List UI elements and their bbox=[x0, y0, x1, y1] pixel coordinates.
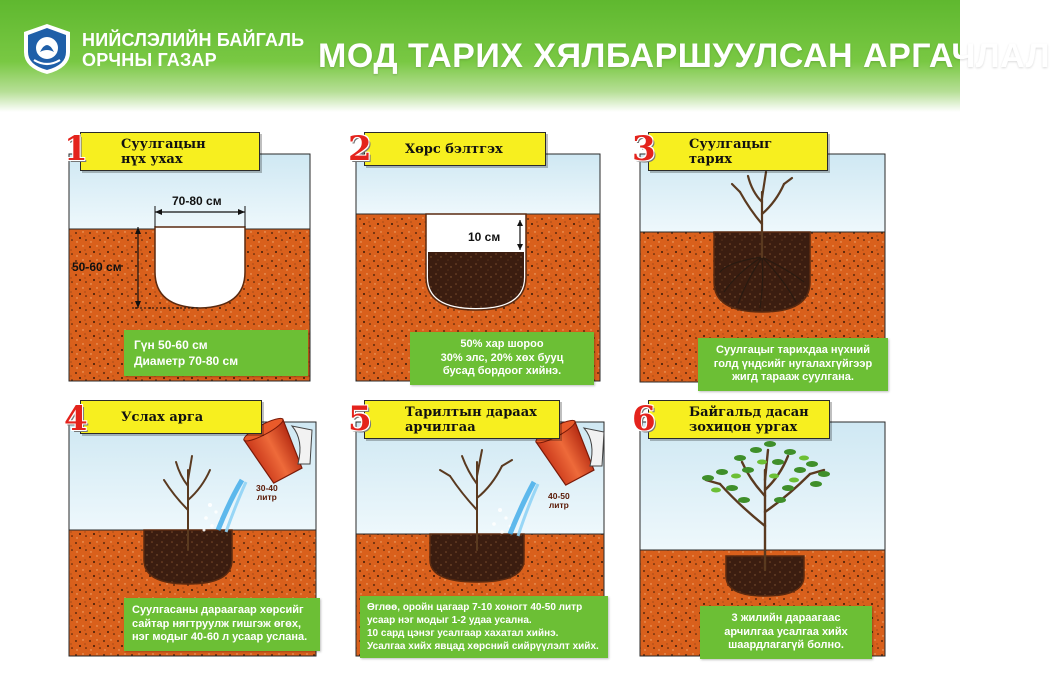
step-6-caption-line-3: шаардлагагүй болно. bbox=[728, 639, 844, 651]
step-2-title-line-1: Хөрс бэлтгэх bbox=[405, 142, 503, 157]
step-6-caption-line-2: арчилгаа усалгаа хийх bbox=[724, 625, 848, 638]
step-4-bucket-label-line-2: литр bbox=[256, 492, 277, 502]
step-1-title bbox=[80, 132, 260, 171]
step-panel-4 bbox=[60, 400, 324, 662]
step-3-caption-line-1: Суулгацыг тарихдаа нүхний bbox=[716, 344, 870, 356]
step-panel-1 bbox=[60, 129, 320, 387]
step-1-caption-line-1: Гүн 50-60 см bbox=[134, 338, 208, 352]
step-5-bucket-label bbox=[548, 492, 570, 510]
step-6-title-line-2: зохицон ургах bbox=[689, 420, 798, 435]
step-5-title bbox=[364, 400, 560, 439]
step-panel-2 bbox=[344, 129, 606, 387]
step-panel-5 bbox=[344, 400, 612, 662]
step-3-caption-line-3: жигд тарааж суулгана. bbox=[732, 371, 854, 383]
step-4-caption bbox=[124, 598, 320, 651]
step-2-title bbox=[364, 132, 546, 166]
emblem-logo-icon bbox=[20, 22, 74, 76]
step-3-title-line-2: тарих bbox=[689, 152, 732, 167]
step-6-number: 6 bbox=[632, 399, 656, 439]
step-2-caption bbox=[410, 332, 594, 385]
organization-name bbox=[82, 30, 304, 70]
step-5-caption-line-2: усаар нэг модыг 1-2 удаа усална. bbox=[367, 615, 532, 626]
step-3-caption bbox=[698, 338, 888, 391]
step-panel-6 bbox=[628, 400, 893, 662]
step-2-caption-line-2: 30% элс, 20% хөх бууц bbox=[440, 351, 564, 364]
step-5-caption-line-1: Өглөө, оройн цагаар 7-10 хоногт 40-50 литр bbox=[367, 602, 583, 613]
step-4-title-line-1: Услах арга bbox=[121, 410, 204, 425]
step-5-caption bbox=[360, 596, 608, 658]
step-6-title-line-1: Байгальд дасан bbox=[689, 405, 809, 420]
step-4-caption-line-2: сайтар нягтруулж гишгэж өгөх, bbox=[132, 617, 302, 630]
step-4-number: 4 bbox=[64, 399, 88, 439]
step-4-title bbox=[80, 400, 262, 434]
step-3-number: 3 bbox=[632, 129, 656, 169]
step-3-title bbox=[648, 132, 828, 171]
step-4-caption-line-3: нэг модыг 40-60 л усаар услана. bbox=[132, 631, 308, 643]
step-5-caption-line-3: 10 сард цэнэг усалгаар хахатал хийнэ. bbox=[367, 628, 559, 639]
hole-width-label: 70-80 см bbox=[172, 194, 222, 208]
step-1-caption bbox=[124, 330, 308, 376]
step-5-number: 5 bbox=[348, 399, 372, 439]
step-5-title-line-2: арчилгаа bbox=[405, 420, 476, 435]
step-6-caption-line-1: 3 жилийн дараагаас bbox=[731, 612, 841, 624]
step-5-bucket-label-line-1: 40-50 bbox=[548, 491, 570, 501]
step-5-caption-line-4: Усалгаа хийх явцад хөрсний сийрүүлэлт хийх. bbox=[367, 641, 599, 652]
step-1-caption-line-2: Диаметр 70-80 см bbox=[134, 354, 239, 368]
step-3-caption-line-2: голд үндсийг нугалахгүйгээр bbox=[713, 357, 873, 370]
step-5-bucket-label-line-2: литр bbox=[548, 500, 569, 510]
org-line-2: ОРЧНЫ ГАЗАР bbox=[82, 50, 217, 70]
step-2-caption-line-3: бусад бордоог хийнэ. bbox=[442, 365, 562, 377]
org-line-1: НИЙСЛЭЛИЙН БАЙГАЛЬ bbox=[82, 30, 305, 50]
step-1-number: 1 bbox=[64, 129, 88, 169]
step-4-caption-line-1: Суулгасаны дараагаар хөрсийг bbox=[132, 604, 304, 616]
step-3-title-line-1: Суулгацыг bbox=[689, 137, 773, 152]
step-4-bucket-label-line-1: 30-40 bbox=[256, 483, 278, 493]
header-banner bbox=[0, 0, 1050, 112]
step-6-caption bbox=[700, 606, 872, 659]
hole-depth-label: 50-60 см bbox=[72, 260, 122, 274]
step-1-title-line-1: Суулгацын bbox=[121, 137, 206, 152]
step-1-title-line-2: нүх ухах bbox=[121, 152, 183, 167]
step-5-title-line-1: Тарилтын дараах bbox=[405, 405, 537, 420]
page-title: МОД ТАРИХ ХЯЛБАРШУУЛСАН АРГАЧЛАЛ bbox=[318, 37, 1050, 75]
soil-layer-depth-label: 10 см bbox=[468, 230, 501, 244]
step-4-bucket-label bbox=[256, 484, 278, 502]
step-6-title bbox=[648, 400, 830, 439]
step-panel-3 bbox=[628, 129, 893, 397]
step-2-caption-line-1: 50% хар шороо bbox=[460, 338, 544, 350]
step-2-number: 2 bbox=[348, 129, 372, 169]
